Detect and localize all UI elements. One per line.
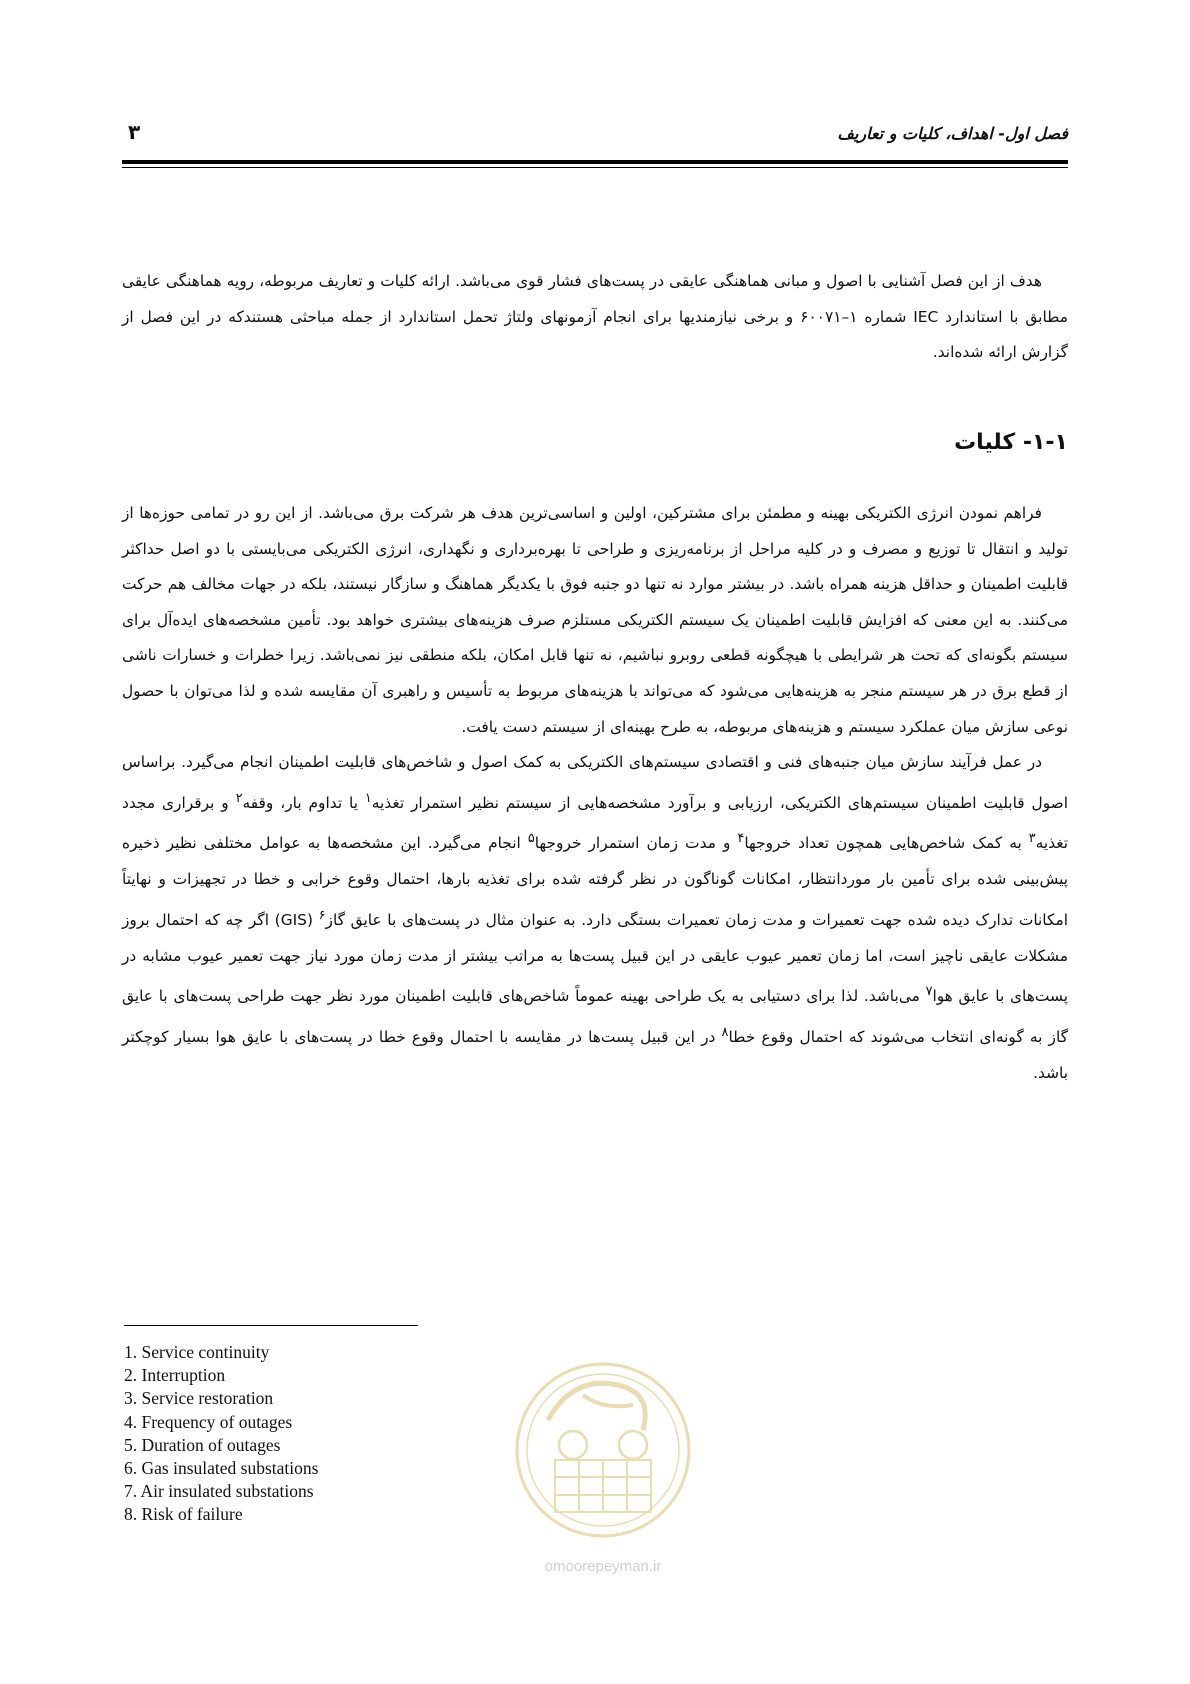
- footnote: 4. Frequency of outages: [124, 1411, 293, 1432]
- watermark-emblem: [517, 1364, 689, 1536]
- watermark-url: omoorepeyman.ir: [544, 1558, 662, 1575]
- footnote: 1. Service continuity: [124, 1342, 270, 1362]
- footnote: 7. Air insulated substations: [124, 1481, 314, 1502]
- paragraph-2-text-c: و برقراری مجدد تغذیه: [122, 793, 1068, 853]
- header-rule-thick: [122, 160, 1068, 164]
- footnotes: [124, 1341, 318, 1527]
- chapter-title: فصل اول- اهداف، کلیات و تعاریف: [837, 124, 1068, 143]
- footnote-ref-8: ۸: [721, 1024, 729, 1040]
- header-rule-thin: [122, 167, 1068, 168]
- running-header: [122, 120, 1068, 154]
- footnote: 2. Interruption: [124, 1365, 226, 1386]
- paragraph-2-text-i: در این قبیل پست‌ها در مقایسه با احتمال وقوع خطا در پست‌های با عایق هوا بسیار کوچکتر باشد.: [122, 1027, 1068, 1082]
- footnote: 6. Gas insulated substations: [124, 1458, 319, 1479]
- paragraph-2-text-a: در عمل فرآیند سازش میان جنبه‌های فنی و اقتصادی سیستم‌های الکتریکی به کمک اصول و شاخص‌های قابلیت اطمینان انجام می‌گیرد. براساس اصول قابلیت اطمینان سیستم‌های الکتریکی، ارزیابی و برآورد مشخصه‌هایی از سیستم نظیر استمرار تغذیه: [122, 753, 1068, 812]
- paragraph-2-text-f: انجام می‌گیرد. این مشخصه‌ها به عوامل مختلفی نظیر ذخیره پیش‌بینی شده برای تأمین بار موردانتظار، امکانات گوناگون در نظر گرفته شده برای تغذیه بارها، احتمال وقوع خرابی و خطا در تجهیزات و نهایتاً امکانات تدارک دیده شده جهت تعمیرات و مدت زمان تعمیرات بستگی دارد. به عنوان مثال در پست‌های با عایق گاز: [122, 834, 1068, 929]
- footnote-ref-3: ۳: [1028, 831, 1036, 847]
- watermark-logo: [493, 1335, 713, 1605]
- paragraph-2-text-d: به کمک شاخص‌هایی همچون تعداد خروجها: [744, 834, 1029, 853]
- section-heading: ۱-۱- کلیات: [954, 430, 1068, 455]
- intro-paragraph-block: [122, 264, 1068, 371]
- footnote-ref-6: ۶: [318, 907, 326, 923]
- footnote-ref-7: ۷: [925, 984, 933, 1000]
- paragraph-2: [122, 745, 1068, 1091]
- footnote-separator: [124, 1325, 418, 1326]
- section-body: [122, 496, 1068, 1091]
- footnote: 5. Duration of outages: [124, 1434, 281, 1455]
- paragraph-1: فراهم نمودن انرژی الکتریکی بهینه و مطمئن برای مشترکین، اولین و اساسی‌ترین هدف هر شرکت برق می‌باشد. از این رو در تمامی حوزه‌ها از تولید و انتقال تا توزیع و مصرف و در کلیه مراحل از برنامه‌ریزی و طراحی تا بهره‌برداری و نگهداری، انرژی الکتریکی می‌بایستی با دو اصل حداکثر قابلیت اطمینان و حداقل هزینه همراه باشد. در بیشتر موارد نه تنها دو جنبه فوق با یکدیگر هماهنگ و سازگار نیستند، بلکه در جهات مخالف هم حرکت می‌کنند. به این معنی که افزایش قابلیت اطمینان یک سیستم الکتریکی مستلزم صرف هزینه‌های بیشتری خواهد بود. تأمین مشخصه‌های ایده‌آل برای سیستم بگونه‌ای که تحت هر شرایطی با هیچگونه قطعی روبرو نباشیم، نه تنها قابل امکان، بلکه منطقی نیز نمی‌باشد. زیرا خطرات و خسارات ناشی از قطع برق در هر سیستم منجر به هزینه‌هایی می‌شود که می‌تواند با هزینه‌های مربوط به تأسیس و راهبری آن مقایسه شده و لذا می‌توان با حصول نوعی سازش میان عملکرد سیستم و هزینه‌های مربوطه، به طرح بهینه‌ای از سیستم دست یافت.: [122, 504, 1068, 736]
- page-number: ۳: [128, 120, 141, 144]
- footnote: 8. Risk of failure: [124, 1504, 243, 1525]
- footnote-ref-2: ۲: [235, 790, 243, 806]
- paragraph-2-text-h: می‌باشد. لذا برای دستیابی به یک طراحی بهینه عموماً شاخص‌های قابلیت اطمینان مورد نظر جهت طراحی پست‌های با عایق گاز به گونه‌ای انتخاب می‌شوند که احتمال وقوع خطا: [122, 987, 1068, 1046]
- footnote-ref-1: ۱: [364, 790, 372, 806]
- footnote-ref-5: ۵: [527, 831, 535, 847]
- paragraph-2-text-g: (GIS) اگر چه که احتمال بروز مشکلات عایقی ناچیز است، اما زمان تعمیر عیوب عایقی در این قبیل پست‌ها به مراتب بیشتر از مدت زمان مورد نیاز جهت تعمیر عیوب مشابه در پست‌های با عایق هوا: [122, 910, 1068, 1006]
- intro-paragraph: هدف از این فصل آشنایی با اصول و مبانی هماهنگی عایقی در پست‌های فشار قوی می‌باشد. ارائه کلیات و تعاریف مربوطه، رویه هماهنگی عایقی مطابق با استاندارد IEC شماره ۱–۶۰۰۷۱ و برخی نیازمندیها برای انجام آزمونهای ولتاژ تحمل استاندارد از جمله مباحثی هستندکه در این فصل از گزارش ارائه شده‌اند.: [122, 272, 1068, 362]
- footnote: 3. Service restoration: [124, 1388, 274, 1409]
- paragraph-2-text-b: یا تداوم بار، وقفه: [242, 793, 365, 812]
- paragraph-2-text-e: و مدت زمان استمرار خروجها: [534, 834, 738, 853]
- footnote-ref-4: ۴: [737, 831, 745, 847]
